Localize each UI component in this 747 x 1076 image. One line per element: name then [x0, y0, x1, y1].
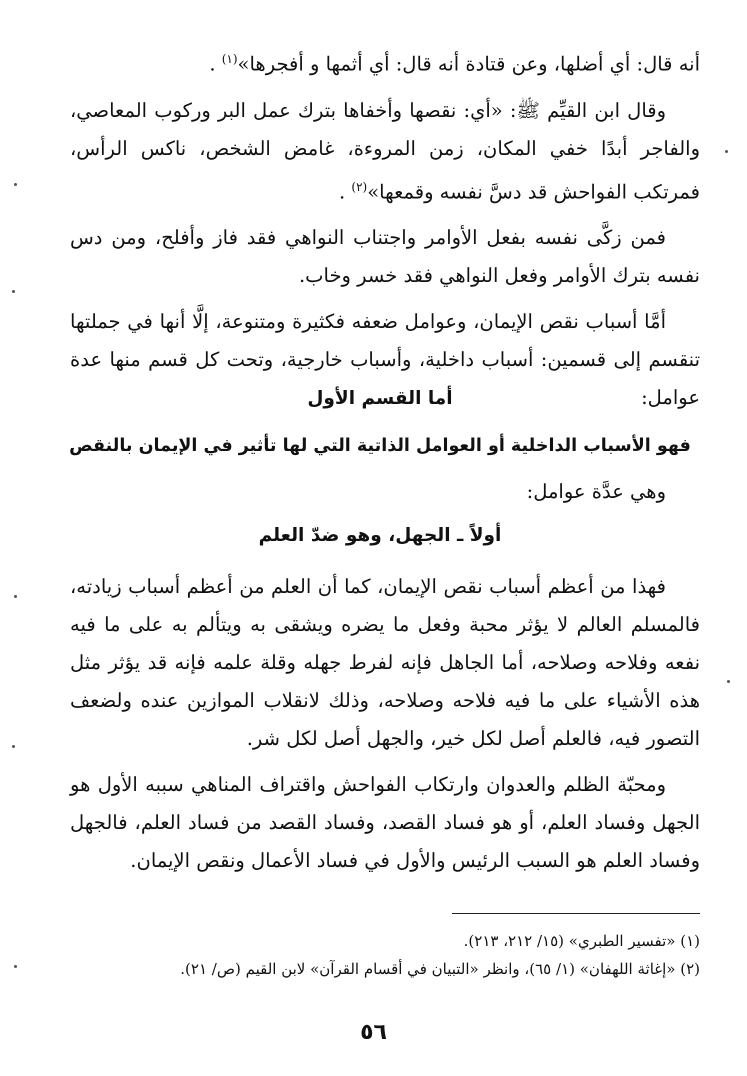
margin-mark [14, 595, 17, 598]
section-title: أما القسم الأول [307, 388, 453, 409]
paragraph-causes-intro: أمَّا أسباب نقص الإيمان، وعوامل ضعفه فكثيرة ومتنوعة، إلَّا أنها في جملتها تنقسم إلى قسمين: أسباب داخلية، وأسباب خارجية، وتحت كل قسم منها عدة عوامل: [70, 310, 700, 409]
paragraph-quote-end: أنه قال: أي أضلها، وعن قتادة أنه قال: أي أثمها و أفجرها»$^{(١)}$ . [209, 52, 700, 76]
footnote-ref-2[interactable]: (٢) [351, 179, 368, 194]
section-intro: وهي عدَّة عوامل: [526, 480, 666, 503]
point-title: أولاً ـ الجهل، وهو ضدّ العلم [258, 525, 502, 546]
paragraph-injustice: ومحبّة الظلم والعدوان وارتكاب الفواحش واقتراف المناهي سببه الأول هو الجهل وفساد العلم، أو هو فساد القصد، وفساد القصد من فساد العلم، فالجهل وفساد العلم هو السبب الرئيس والأول في فساد الأعمال ونقص الإيمان. [70, 773, 700, 872]
paragraph-ibn-qayyim: وقال ابن القيِّم ﷺ: «أي: نقصها وأخفاها بترك عمل البر وركوب المعاصي، والفاجر أبدًا خفي المكان، زمن المروءة، غامض الشخص، ناكس الرأس، فمرتكب الفواحش قد دسَّ نفسه وقمعها»$^{(٢)}$ . [70, 98, 700, 203]
footnote-ref-1[interactable]: (١) [221, 52, 238, 66]
margin-mark [725, 150, 728, 153]
margin-mark [727, 680, 730, 683]
section-subtitle: فهو الأسباب الداخلية أو العوامل الذاتية التي لها تأثير في الإيمان بالنقص [69, 436, 691, 456]
paragraph-tazkiya: فمن زكَّى نفسه بفعل الأوامر واجتناب النواهي فقد فاز وأفلح، ومن دس نفسه بترك الأوامر وفعل النواهي فقد خسر وخاب. [70, 226, 700, 287]
footnotes [70, 927, 700, 983]
paragraph-ignorance: فهذا من أعظم أسباب نقص الإيمان، كما أن العلم من أعظم أسباب زيادته، فالمسلم العالم لا يؤثر محبة وفعل ما يضره ويشقى به ويتألم به على ما فيه نفعه وفلاحه وصلاحه، أما الجاهل فإنه لفرط جهله وقلة علمه فإنه قد يؤثر مثل هذه الأشياء على ما فيه فلاحه وصلاحه، وذلك لانقلاب الموازين عنده ولضعف التصور فيه، فالعلم أصل لكل خير، والجهل أصل لكل شر. [70, 575, 700, 750]
footnote-divider [452, 913, 700, 914]
bottom-text-block [70, 568, 700, 888]
footnote-1: (١) «تفسير الطبري» (١٥/ ٢١٢، ٢١٣). [463, 932, 700, 950]
margin-mark [14, 965, 17, 968]
margin-mark [12, 290, 15, 293]
footnote-2: (٢) «إغاثة اللهفان» (١/ ٦٥)، وانظر «التبيان في أقسام القرآن» لابن القيم (ص/ ٢١). [180, 960, 700, 978]
margin-mark [14, 183, 17, 186]
margin-mark [12, 745, 15, 748]
page-number: ٥٦ [360, 1020, 387, 1045]
top-text-block [70, 40, 700, 425]
